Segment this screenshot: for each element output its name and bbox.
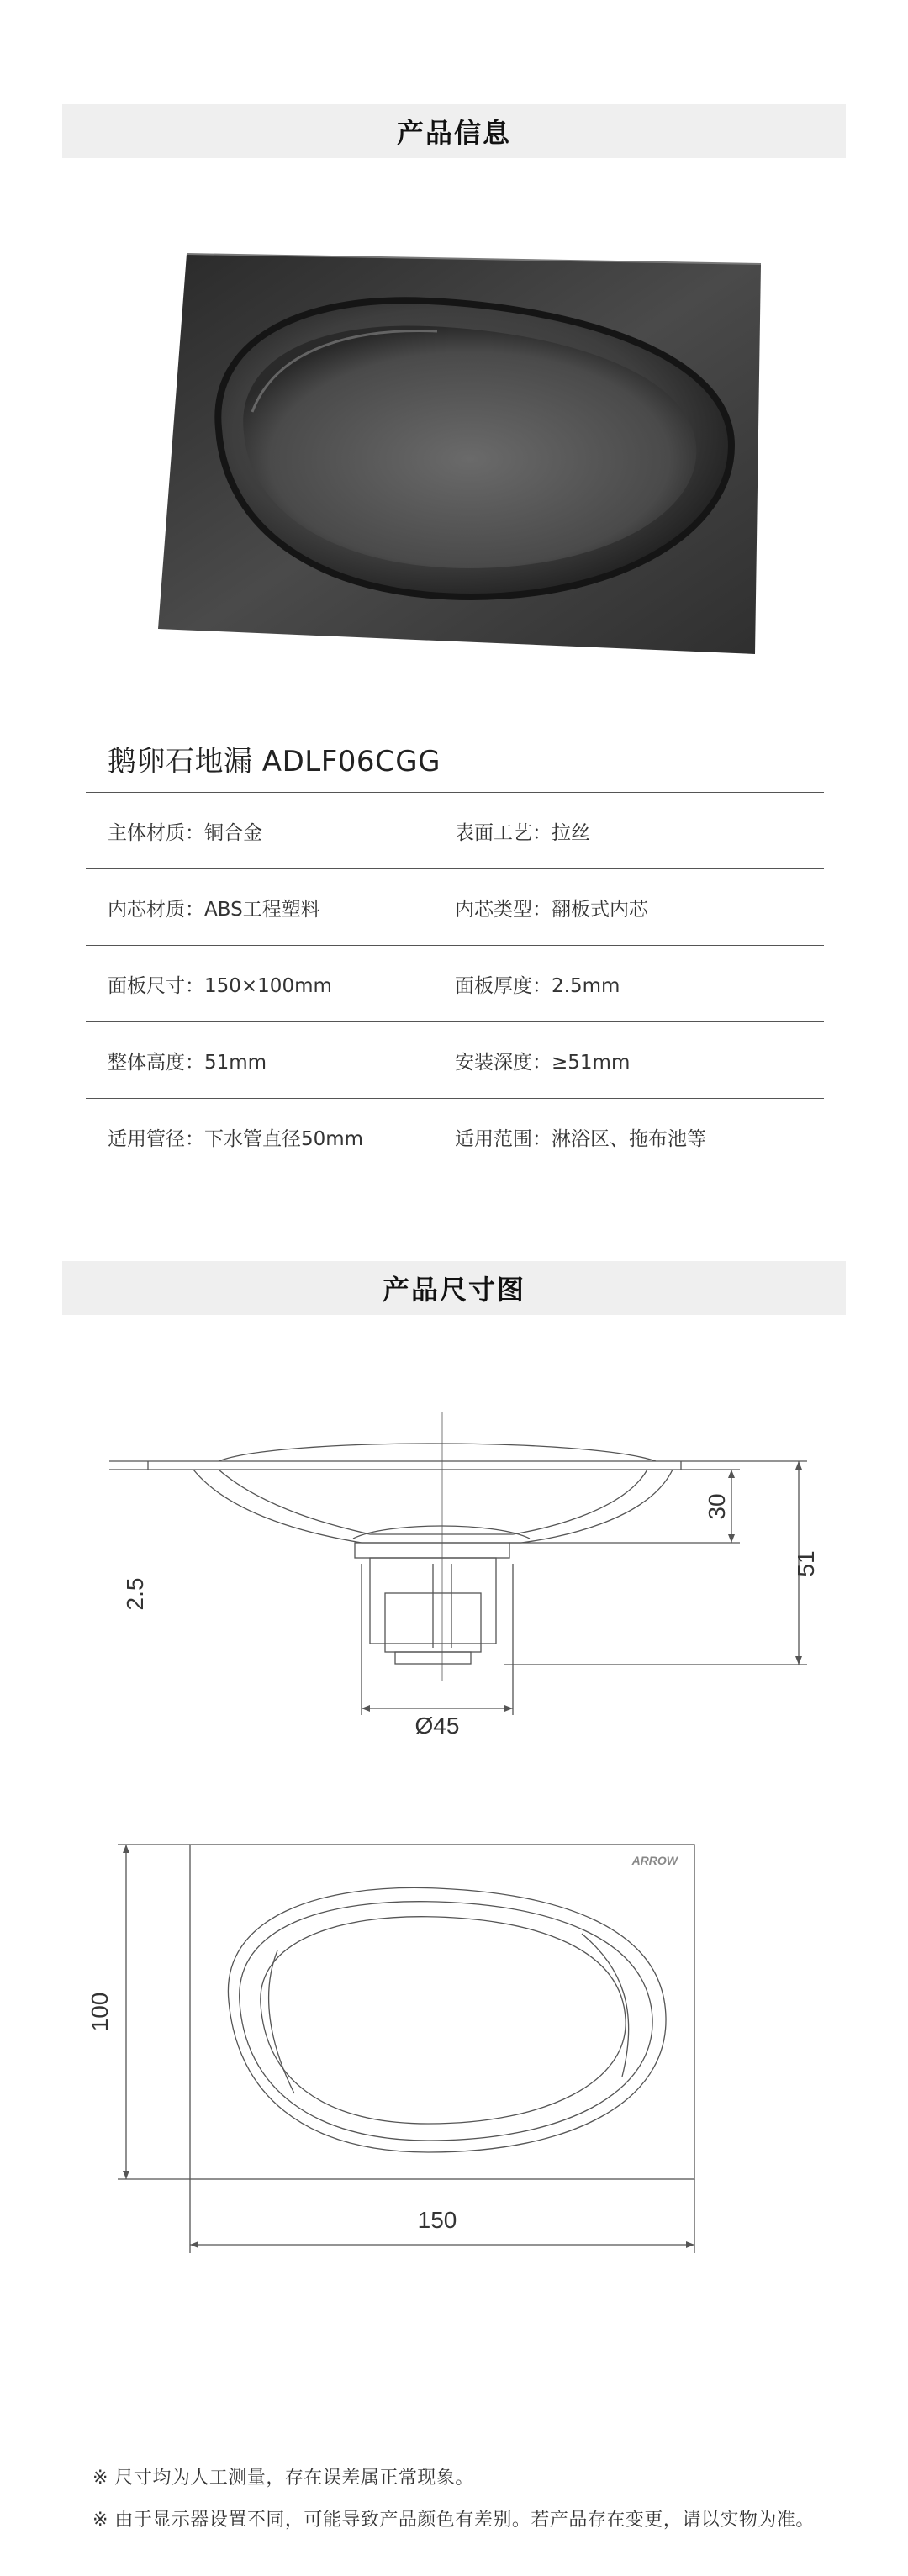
spec-right (455, 1047, 824, 1074)
spec-label: 主体材质： (108, 821, 204, 844)
dim-diameter: Ø45 (414, 1713, 460, 1739)
brand-logo: ARROW (631, 1854, 678, 1867)
dim-panel-height: 100 (87, 1992, 113, 2032)
section-title: 产品尺寸图 (382, 1274, 525, 1306)
spec-label: 适用范围： (455, 1127, 552, 1150)
dim-height: 51 (793, 1550, 819, 1577)
top-view-drawing (0, 1824, 908, 2295)
spec-left (86, 970, 455, 998)
side-view-drawing (0, 1396, 908, 1749)
spec-label: 内芯类型： (455, 898, 552, 921)
spec-label: 适用管径： (108, 1127, 204, 1150)
spec-right (455, 817, 824, 845)
spec-right (455, 1123, 824, 1151)
spec-value: 150×100mm (204, 974, 332, 997)
spec-row (86, 792, 824, 868)
dim-thickness: 2.5 (122, 1577, 148, 1611)
spec-label: 整体高度： (108, 1051, 204, 1074)
spec-label: 内芯材质： (108, 898, 204, 921)
spec-value: ≥51mm (552, 1051, 631, 1074)
spec-left (86, 817, 455, 845)
spec-value: 淋浴区、拖布池等 (552, 1127, 706, 1150)
spec-value: 翻板式内芯 (552, 898, 648, 921)
note-color: ※ 由于显示器设置不同，可能导致产品颜色有差别。若产品存在变更，请以实物为准。 (92, 2510, 815, 2531)
spec-value: 51mm (204, 1051, 267, 1074)
spec-value: 拉丝 (552, 821, 590, 844)
note-measurement: ※ 尺寸均为人工测量，存在误差属正常现象。 (92, 2468, 474, 2489)
spec-row (86, 1098, 824, 1175)
dim-depth: 30 (704, 1493, 730, 1520)
spec-left (86, 1123, 455, 1151)
spec-row (86, 1021, 824, 1098)
spec-label: 表面工艺： (455, 821, 552, 844)
spec-label: 面板尺寸： (108, 974, 204, 997)
spec-value: 下水管直径50mm (204, 1127, 364, 1150)
spec-right (455, 970, 824, 998)
spec-row (86, 945, 824, 1021)
spec-table (86, 792, 824, 1175)
spec-right (455, 894, 824, 921)
spec-left (86, 894, 455, 921)
spec-value: ABS工程塑料 (204, 898, 320, 921)
spec-left (86, 1047, 455, 1074)
section-header-product-info (62, 104, 846, 158)
spec-row (86, 868, 824, 945)
product-photo (151, 244, 765, 664)
spec-label: 安装深度： (455, 1051, 552, 1074)
section-header-dimensions (62, 1261, 846, 1315)
section-title: 产品信息 (396, 117, 511, 149)
spec-value: 2.5mm (552, 974, 620, 997)
spec-label: 面板厚度： (455, 974, 552, 997)
product-title: 鹅卵石地漏 ADLF06CGG (108, 745, 441, 779)
spec-value: 铜合金 (204, 821, 262, 844)
dim-panel-width: 150 (417, 2207, 457, 2233)
